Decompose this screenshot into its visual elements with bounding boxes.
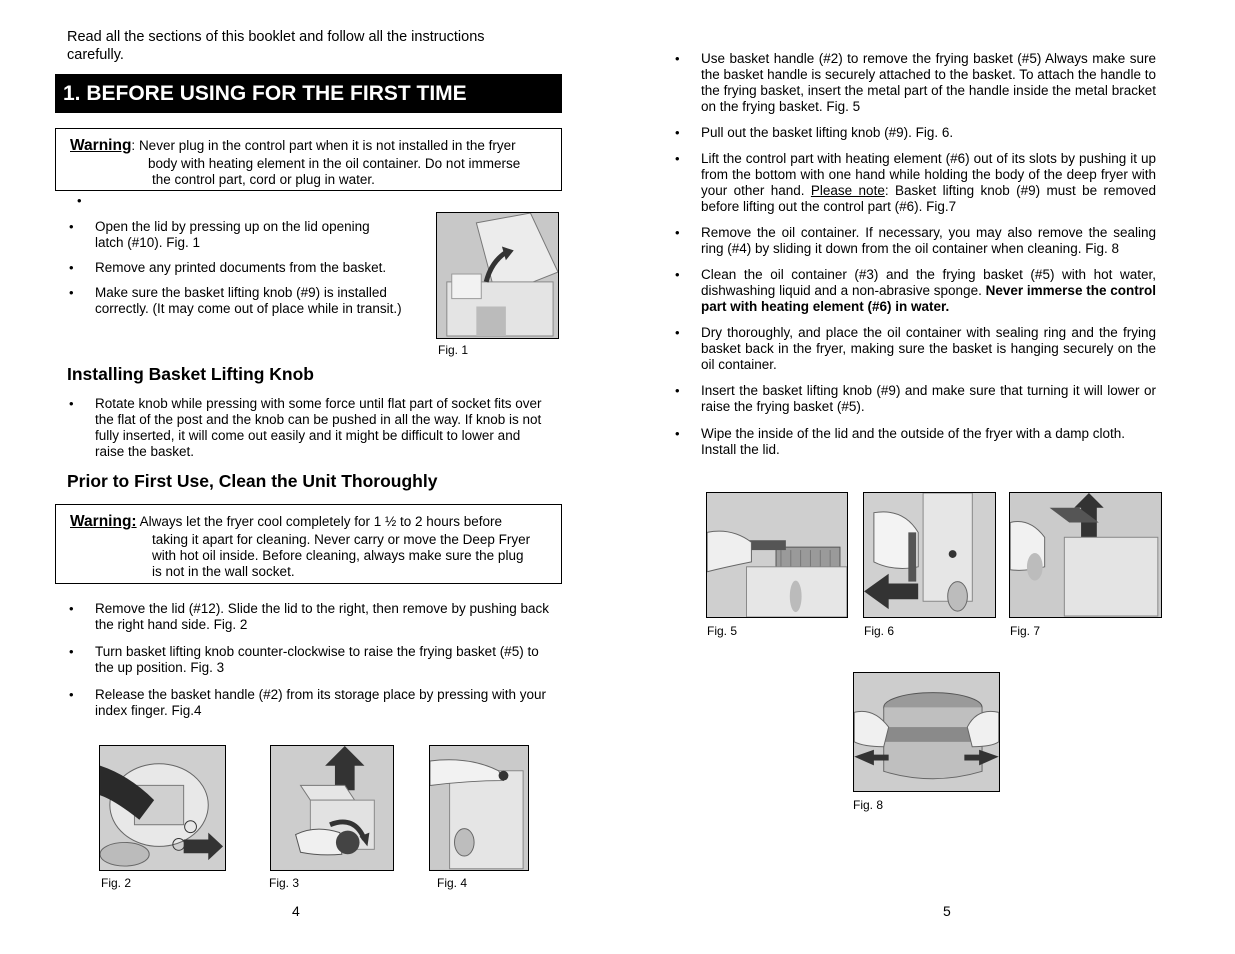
bullet-list-top — [67, 219, 402, 317]
press-handle-illustration — [430, 746, 528, 870]
figure-7-image — [1009, 492, 1162, 618]
warning-label: Warning — [70, 137, 132, 154]
warning-line: body with heating element in the oil container. Do not immerse — [148, 156, 521, 171]
figure-3-image — [270, 745, 394, 871]
turn-knob-illustration — [271, 746, 393, 870]
warning-text: Warning: Never plug in the control part when it is not installed in the fryer — [70, 137, 516, 154]
fryer-lid-open-illustration — [437, 213, 558, 338]
lift-control-illustration — [1010, 493, 1161, 617]
bullet-list-bottom — [67, 601, 551, 719]
figure-8-caption: Fig. 8 — [853, 798, 884, 812]
list-item: • Use basket handle (#2) to remove the frying basket (#5) Always make sure the basket handle is securely attached to the basket. To attach the handle to the frying basket, insert the metal part of the handle inside the metal bracket on the frying basket. Fig. 5 — [673, 51, 1156, 115]
warning-box-cleaning — [55, 504, 562, 584]
heading-installing-knob: Installing Basket Lifting Knob — [67, 364, 314, 384]
warning-box-first-use — [55, 128, 562, 191]
heading-clean-unit: Prior to First Use, Clean the Unit Thoroughly — [67, 471, 438, 491]
figure-3-caption: Fig. 3 — [269, 876, 300, 890]
remove-basket-illustration — [707, 493, 847, 617]
list-item: • Wipe the inside of the lid and the outside of the fryer with a damp cloth. Install the lid. — [673, 426, 1156, 458]
please-note-text: Please note — [810, 183, 885, 198]
list-item: • Pull out the basket lifting knob (#9). Fig. 6. — [673, 125, 1156, 141]
figure-8-image — [853, 672, 1000, 792]
warning-line: taking it apart for cleaning. Never carry or move the Deep Fryer — [152, 532, 531, 547]
oil-container-illustration — [854, 673, 999, 791]
list-item: • Insert the basket lifting knob (#9) and make sure that turning it will lower or raise the frying basket (#5). — [673, 383, 1156, 415]
bullet-list-right — [673, 51, 1156, 458]
list-item: • Make sure the basket lifting knob (#9) is installed correctly. (It may come out of place while in transit.) — [67, 285, 427, 317]
list-item: • Open the lid by pressing up on the lid opening latch (#10). Fig. 1 — [67, 219, 397, 251]
bullet-list-knob — [67, 396, 549, 460]
figure-4-image — [429, 745, 529, 871]
list-item: • Rotate knob while pressing with some force until flat part of socket fits over the flat of the post and the knob can be pushed in all the way. If knob is not fully inserted, it will come out easily and it might be difficult to lower and raise the basket. — [67, 396, 549, 460]
immerse-warning-text: Never immerse the control part with heating element (#6) in water. — [701, 283, 1156, 314]
figure-4-caption: Fig. 4 — [437, 876, 468, 890]
figure-1-image — [436, 212, 559, 339]
figure-6-image — [863, 492, 996, 618]
section-title: 1. BEFORE USING FOR THE FIRST TIME — [55, 74, 562, 113]
warning-line: is not in the wall socket. — [152, 564, 295, 579]
page-number-left: 4 — [292, 903, 300, 919]
figure-7-caption: Fig. 7 — [1010, 624, 1041, 638]
warning-text: Warning: Always let the fryer cool completely for 1 ½ to 2 hours before — [70, 513, 503, 530]
list-item: • Remove the lid (#12). Slide the lid to the right, then remove by pushing back the right hand side. Fig. 2 — [67, 601, 551, 633]
lid-removal-illustration — [100, 746, 225, 870]
intro-text: Read all the sections of this booklet and follow all the instructions carefully. — [67, 29, 485, 63]
pull-knob-illustration — [864, 493, 995, 617]
figure-1-caption: Fig. 1 — [438, 343, 469, 357]
list-item: • Release the basket handle (#2) from its storage place by pressing with your index finger. Fig.4 — [67, 687, 551, 719]
warning-line: the control part, cord or plug in water. — [152, 172, 375, 187]
list-item: • Remove the oil container. If necessary, you may also remove the sealing ring (#4) by sliding it down from the oil container when cleaning. Fig. 8 — [673, 225, 1156, 257]
warning-line: with hot oil inside. Before cleaning, always make sure the plug — [152, 548, 524, 563]
list-item: • Turn basket lifting knob counter-clockwise to raise the frying basket (#5) to the up position. Fig. 3 — [67, 644, 551, 676]
warning-label: Warning: — [70, 513, 137, 530]
empty-bullet: • — [77, 193, 82, 208]
figure-6-caption: Fig. 6 — [864, 624, 895, 638]
figure-5-image — [706, 492, 848, 618]
figure-2-caption: Fig. 2 — [101, 876, 132, 890]
list-item: • Clean the oil container (#3) and the frying basket (#5) with hot water, dishwashing liquid and a non-abrasive sponge. Never immerse the control part with heating element (#6) in water. — [673, 267, 1156, 315]
figure-2-image — [99, 745, 226, 871]
list-item: • Lift the control part with heating element (#6) out of its slots by pushing it up from the bottom with one hand while holding the body of the deep fryer with your other hand. Please note: Basket lifting knob (#9) must be removed before lifting out the control part (#6). Fig.7 — [673, 151, 1156, 215]
figure-5-caption: Fig. 5 — [707, 624, 738, 638]
list-item: • Dry thoroughly, and place the oil container with sealing ring and the frying basket back in the fryer, making sure the basket is hanging securely on the oil container. — [673, 325, 1156, 373]
list-item: • Remove any printed documents from the basket. — [67, 260, 397, 276]
page-number-right: 5 — [943, 903, 951, 919]
